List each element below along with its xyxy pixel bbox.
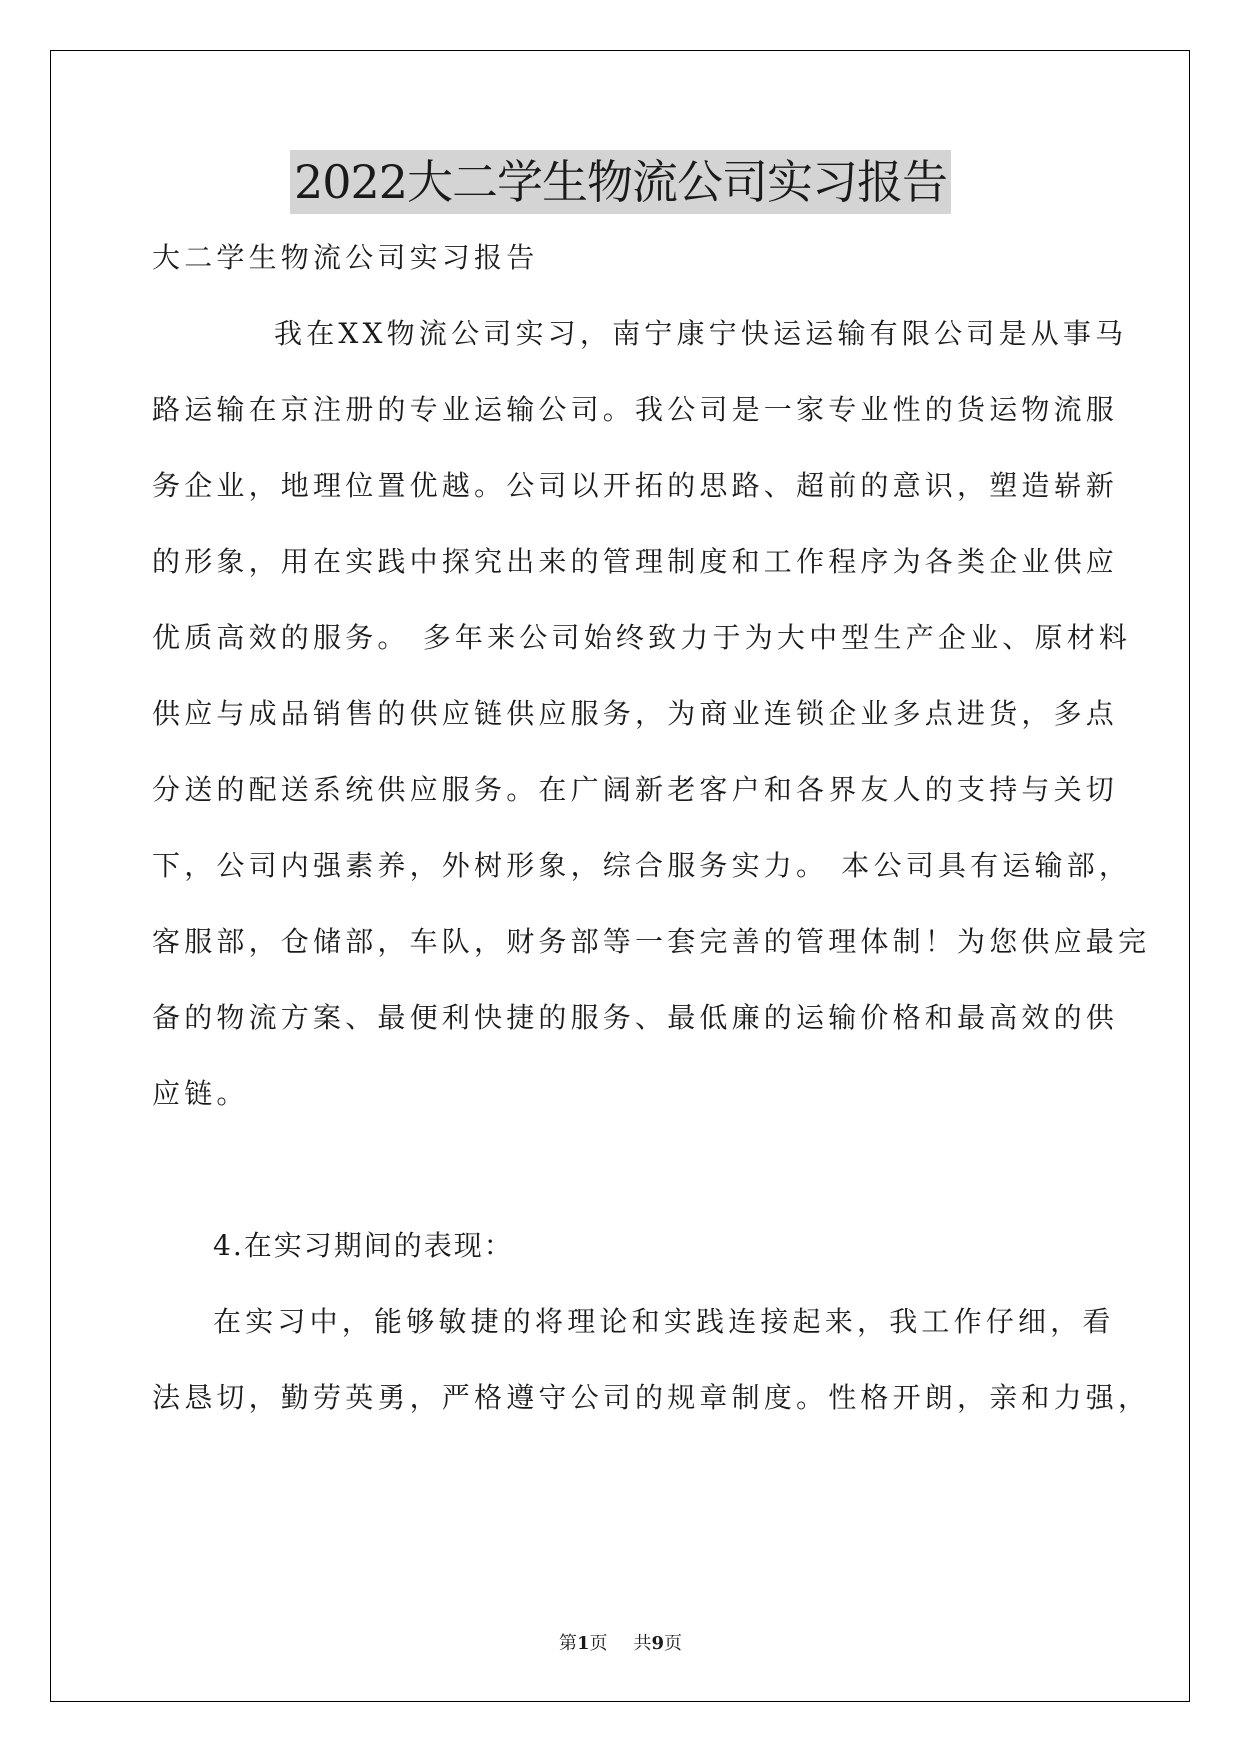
paragraph-line: 客服部，仓储部，车队，财务部等一套完善的管理体制！为您供应最完 (152, 925, 1151, 958)
paragraph-line: 分送的配送系统供应服务。在广阔新老客户和各界友人的支持与关切 (152, 773, 1119, 806)
total-pages: 9 (651, 1633, 665, 1654)
paragraph-line: 路运输在京注册的专业运输公司。我公司是一家专业性的货运物流服 (152, 393, 1119, 426)
paragraph-line: 法恳切，勤劳英勇，严格遵守公司的规章制度。性格开朗，亲和力强， (152, 1381, 1151, 1414)
paragraph-line: 优质高效的服务。 多年来公司始终致力于为大中型生产企业、原材料 (152, 621, 1132, 654)
paragraph-line: 的形象，用在实践中探究出来的管理制度和工作程序为各类企业供应 (152, 545, 1119, 578)
total-prefix: 共 (633, 1633, 652, 1654)
paragraph-line: 应链。 (152, 1077, 249, 1110)
page-footer (0, 1631, 1241, 1657)
paragraph-line: 下，公司内强素养，外树形象，综合服务实力。 本公司具有运输部， (152, 849, 1132, 882)
paragraph-line: 我在XX物流公司实习，南宁康宁快运运输有限公司是从事马 (274, 317, 1128, 350)
document-subtitle: 大二学生物流公司实习报告 (152, 241, 539, 274)
paragraph-line: 供应与成品销售的供应链供应服务，为商业连锁企业多点进货，多点 (152, 697, 1119, 730)
title-container (0, 150, 1241, 214)
page-number: 1 (576, 1633, 590, 1654)
paragraph-line: 务企业，地理位置优越。公司以开拓的思路、超前的意识，塑造崭新 (152, 469, 1119, 502)
page-prefix: 第 (558, 1633, 577, 1654)
paragraph-line: 在实习中，能够敏捷的将理论和实践连接起来，我工作仔细，看 (213, 1305, 1115, 1338)
total-suffix: 页 (664, 1633, 683, 1654)
page-suffix: 页 (589, 1633, 608, 1654)
document-title: 2022大二学生物流公司实习报告 (290, 150, 951, 214)
section-heading: 4.在实习期间的表现： (213, 1229, 514, 1262)
paragraph-line: 备的物流方案、最便利快捷的服务、最低廉的运输价格和最高效的供 (152, 1001, 1119, 1034)
